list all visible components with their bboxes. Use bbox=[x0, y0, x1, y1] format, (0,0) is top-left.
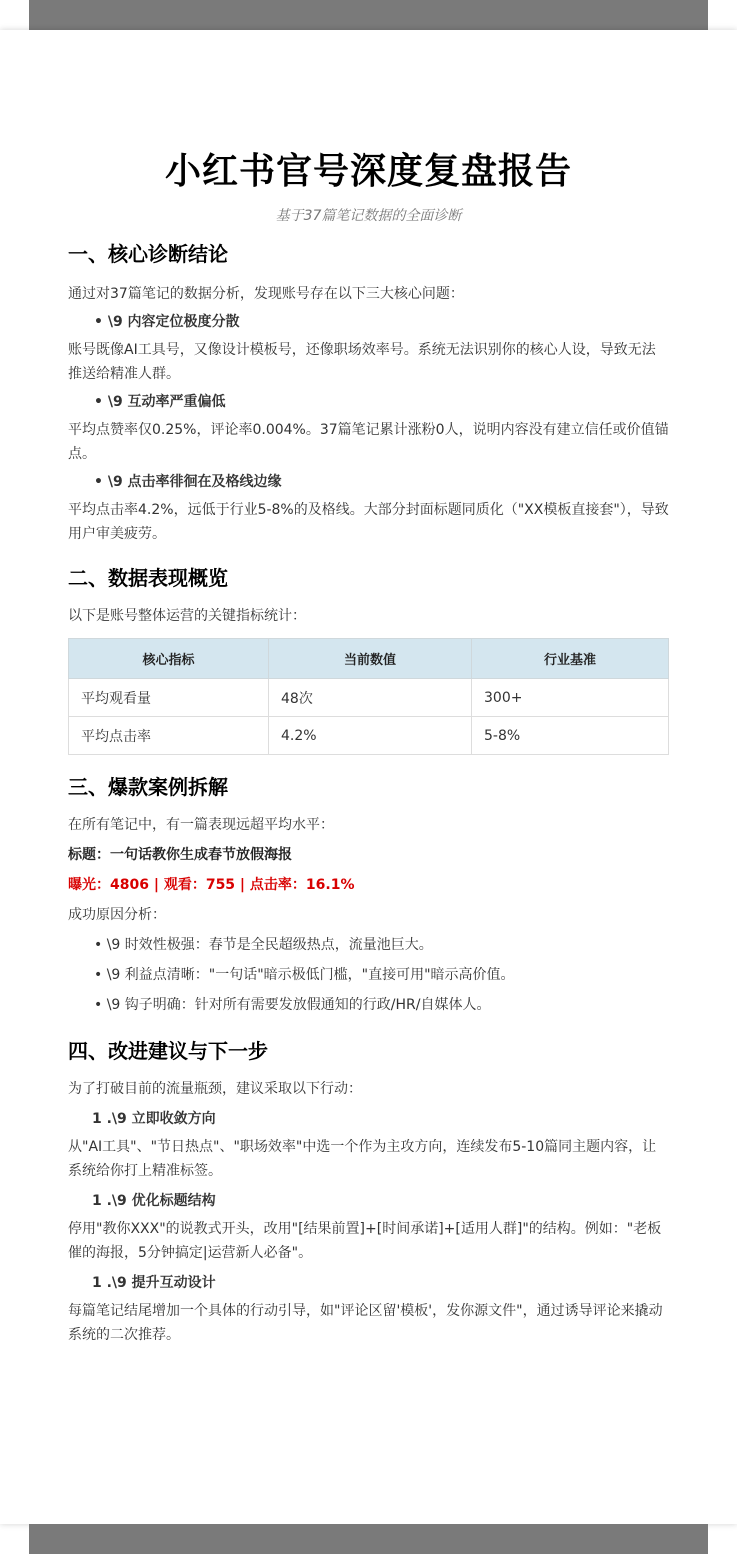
section-intro: 以下是账号整体运营的关键指标统计： bbox=[68, 608, 306, 624]
section-heading: 四、改进建议与下一步 bbox=[68, 1039, 268, 1063]
table-header-cell: 行业基准 bbox=[472, 639, 669, 679]
page-title: 小红书官号深度复盘报告 bbox=[164, 151, 572, 192]
bullet-item-head bbox=[68, 470, 669, 494]
step-head: 1 .\9 立即收敛方向 bbox=[92, 1111, 216, 1127]
bullet-item-body: 账号既像AI工具号，又像设计模板号，还像职场效率号。系统无法识别你的核心人设，导致无法推送给精准人群。 bbox=[68, 342, 656, 382]
table-row bbox=[69, 679, 669, 717]
bullet-dot: • bbox=[94, 394, 103, 410]
bullet-head-text: \9 内容定位极度分散 bbox=[107, 314, 240, 330]
list-item: • \9 钩子明确：针对所有需要发放假通知的行政/HR/自媒体人。 bbox=[94, 997, 491, 1013]
metrics-table bbox=[68, 638, 669, 755]
table-cell: 300+ bbox=[472, 679, 669, 717]
bullet-dot: • bbox=[94, 474, 103, 490]
section-heading: 一、核心诊断结论 bbox=[68, 242, 228, 266]
bullet-head-text: \9 点击率徘徊在及格线边缘 bbox=[107, 474, 282, 490]
table-cell: 5-8% bbox=[472, 717, 669, 755]
section-heading: 二、数据表现概览 bbox=[68, 566, 228, 590]
analysis-label: 成功原因分析： bbox=[68, 907, 166, 923]
bullet-item-head bbox=[68, 310, 669, 334]
step-body: 停用"教你XXX"的说教式开头，改用"[结果前置]+[时间承诺]+[适用人群]"的结构。例如："老板催的海报，5分钟搞定|运营新人必备"。 bbox=[68, 1221, 662, 1261]
case-stats: 曝光：4806 | 观看：755 | 点击率：16.1% bbox=[68, 877, 355, 893]
table-row bbox=[69, 717, 669, 755]
table-cell: 平均点击率 bbox=[69, 717, 269, 755]
step-head: 1 .\9 优化标题结构 bbox=[92, 1193, 216, 1209]
table-cell: 4.2% bbox=[269, 717, 472, 755]
top-frame-bar bbox=[29, 0, 708, 30]
section-heading: 三、爆款案例拆解 bbox=[68, 775, 228, 799]
section-case-study bbox=[68, 773, 669, 1017]
step-body: 从"AI工具"、"节日热点"、"职场效率"中选一个作为主攻方向，连续发布5-10篇同主题内容，让系统给你打上精准标签。 bbox=[68, 1139, 657, 1179]
section-intro: 为了打破目前的流量瓶颈，建议采取以下行动： bbox=[68, 1081, 362, 1097]
bullet-dot: • bbox=[94, 314, 103, 330]
list-item: • \9 时效性极强：春节是全民超级热点，流量池巨大。 bbox=[94, 937, 433, 953]
report-content bbox=[68, 148, 669, 1347]
bottom-frame-bar bbox=[29, 1524, 708, 1554]
table-header-row bbox=[69, 639, 669, 679]
section-core-diagnosis bbox=[68, 240, 669, 546]
table-header-cell: 当前数值 bbox=[269, 639, 472, 679]
case-title: 标题：一句话教你生成春节放假海报 bbox=[68, 847, 292, 863]
table-cell: 48次 bbox=[269, 679, 472, 717]
step-body: 每篇笔记结尾增加一个具体的行动引导，如"评论区留'模板'，发你源文件"，通过诱导评论来撬动系统的二次推荐。 bbox=[68, 1303, 663, 1343]
bullet-item-head bbox=[68, 390, 669, 414]
step-head: 1 .\9 提升互动设计 bbox=[92, 1275, 216, 1291]
table-cell: 平均观看量 bbox=[69, 679, 269, 717]
bullet-item-body: 平均点击率4.2%，远低于行业5-8%的及格线。大部分封面标题同质化（"XX模板直接套"），导致用户审美疲劳。 bbox=[68, 502, 669, 542]
section-suggestions bbox=[68, 1037, 669, 1347]
bullet-head-text: \9 互动率严重偏低 bbox=[107, 394, 226, 410]
report-page bbox=[0, 30, 737, 1524]
list-item: • \9 利益点清晰："一句话"暗示极低门槛，"直接可用"暗示高价值。 bbox=[94, 967, 515, 983]
section-intro: 通过对37篇笔记的数据分析，发现账号存在以下三大核心问题： bbox=[68, 286, 464, 302]
section-data-overview bbox=[68, 564, 669, 755]
table-header-cell: 核心指标 bbox=[69, 639, 269, 679]
page-subtitle: 基于37篇笔记数据的全面诊断 bbox=[275, 208, 462, 224]
bullet-item-body: 平均点赞率仅0.25%，评论率0.004%。37篇笔记累计涨粉0人，说明内容没有建立信任或价值锚点。 bbox=[68, 422, 669, 462]
section-intro: 在所有笔记中，有一篇表现远超平均水平： bbox=[68, 817, 334, 833]
